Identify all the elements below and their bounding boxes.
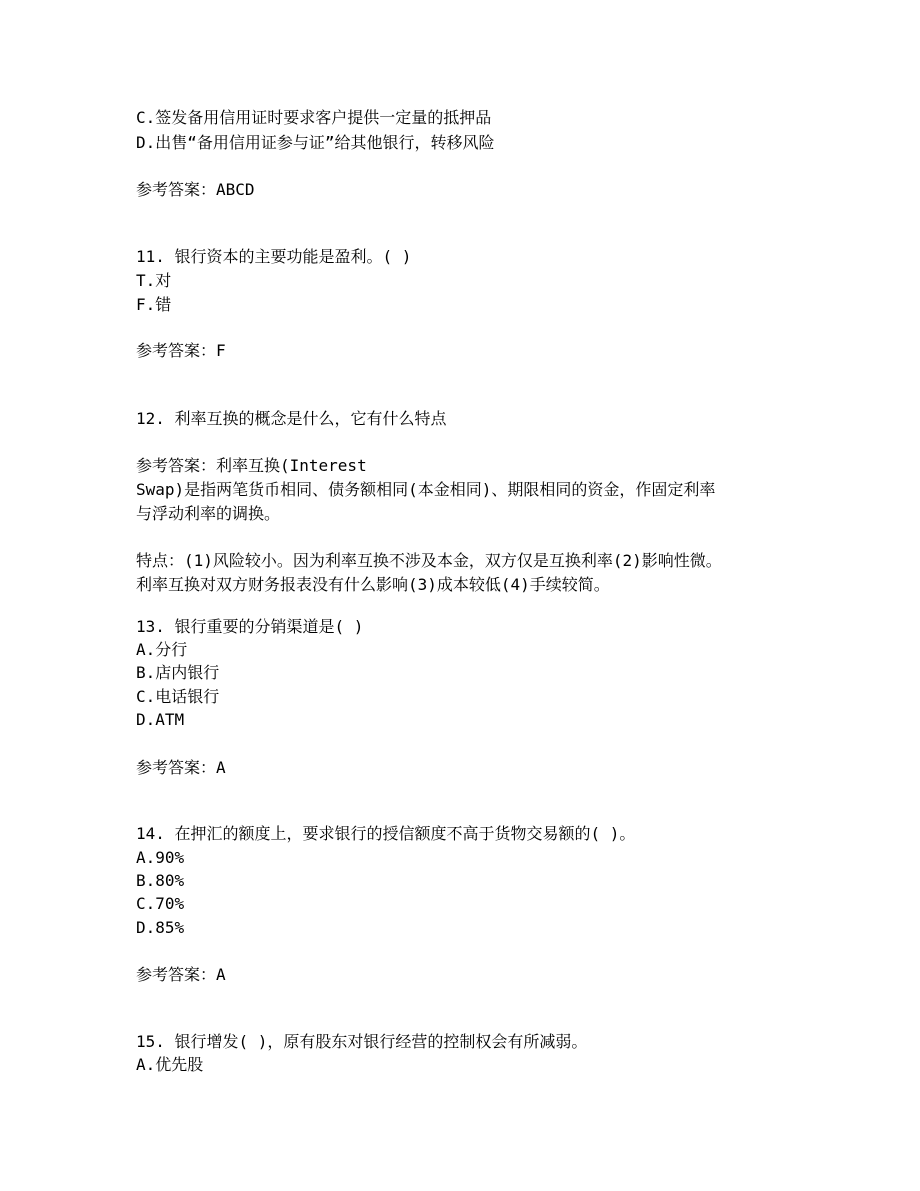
q13-stem: 13. 银行重要的分销渠道是( ) — [136, 617, 364, 636]
q11-answer: 参考答案：F — [136, 341, 226, 360]
q14-option-d: D.85% — [136, 918, 185, 937]
q14-option-b: B.80% — [136, 871, 185, 890]
q14-option-c: C.70% — [136, 894, 185, 913]
q15-stem: 15. 银行增发( )，原有股东对银行经营的控制权会有所减弱。 — [136, 1032, 588, 1051]
q14-stem: 14. 在押汇的额度上，要求银行的授信额度不高于货物交易额的( )。 — [136, 824, 636, 843]
q13-option-a: A.分行 — [136, 640, 188, 659]
q10-option-d: D.出售“备用信用证参与证”给其他银行，转移风险 — [136, 133, 495, 152]
q15-option-a: A.优先股 — [136, 1055, 204, 1074]
q10-answer: 参考答案：ABCD — [136, 180, 255, 199]
q11-option-t: T.对 — [136, 271, 172, 290]
q13-option-b: B.店内银行 — [136, 663, 220, 682]
q12-stem: 12. 利率互换的概念是什么，它有什么特点 — [136, 409, 447, 428]
q10-option-c: C.签发备用信用证时要求客户提供一定量的抵押品 — [136, 108, 492, 127]
q11-option-f: F.错 — [136, 295, 172, 314]
q12-feature-line2: 利率互换对双方财务报表没有什么影响(3)成本较低(4)手续较简。 — [136, 575, 610, 594]
q12-answer-line1: 参考答案：利率互换(Interest — [136, 456, 367, 475]
q12-answer-line2: Swap)是指两笔货币相同、债务额相同(本金相同)、期限相同的资金，作固定利率 — [136, 480, 716, 499]
q14-option-a: A.90% — [136, 848, 185, 867]
q13-answer: 参考答案：A — [136, 758, 226, 777]
q11-stem: 11. 银行资本的主要功能是盈利。( ) — [136, 247, 412, 266]
q14-answer: 参考答案：A — [136, 965, 226, 984]
q12-feature-line1: 特点：(1)风险较小。因为利率互换不涉及本金，双方仅是互换利率(2)影响性微。 — [136, 551, 722, 570]
q13-option-c: C.电话银行 — [136, 687, 220, 706]
q13-option-d: D.ATM — [136, 710, 185, 729]
q12-answer-line3: 与浮动利率的调换。 — [136, 504, 281, 523]
